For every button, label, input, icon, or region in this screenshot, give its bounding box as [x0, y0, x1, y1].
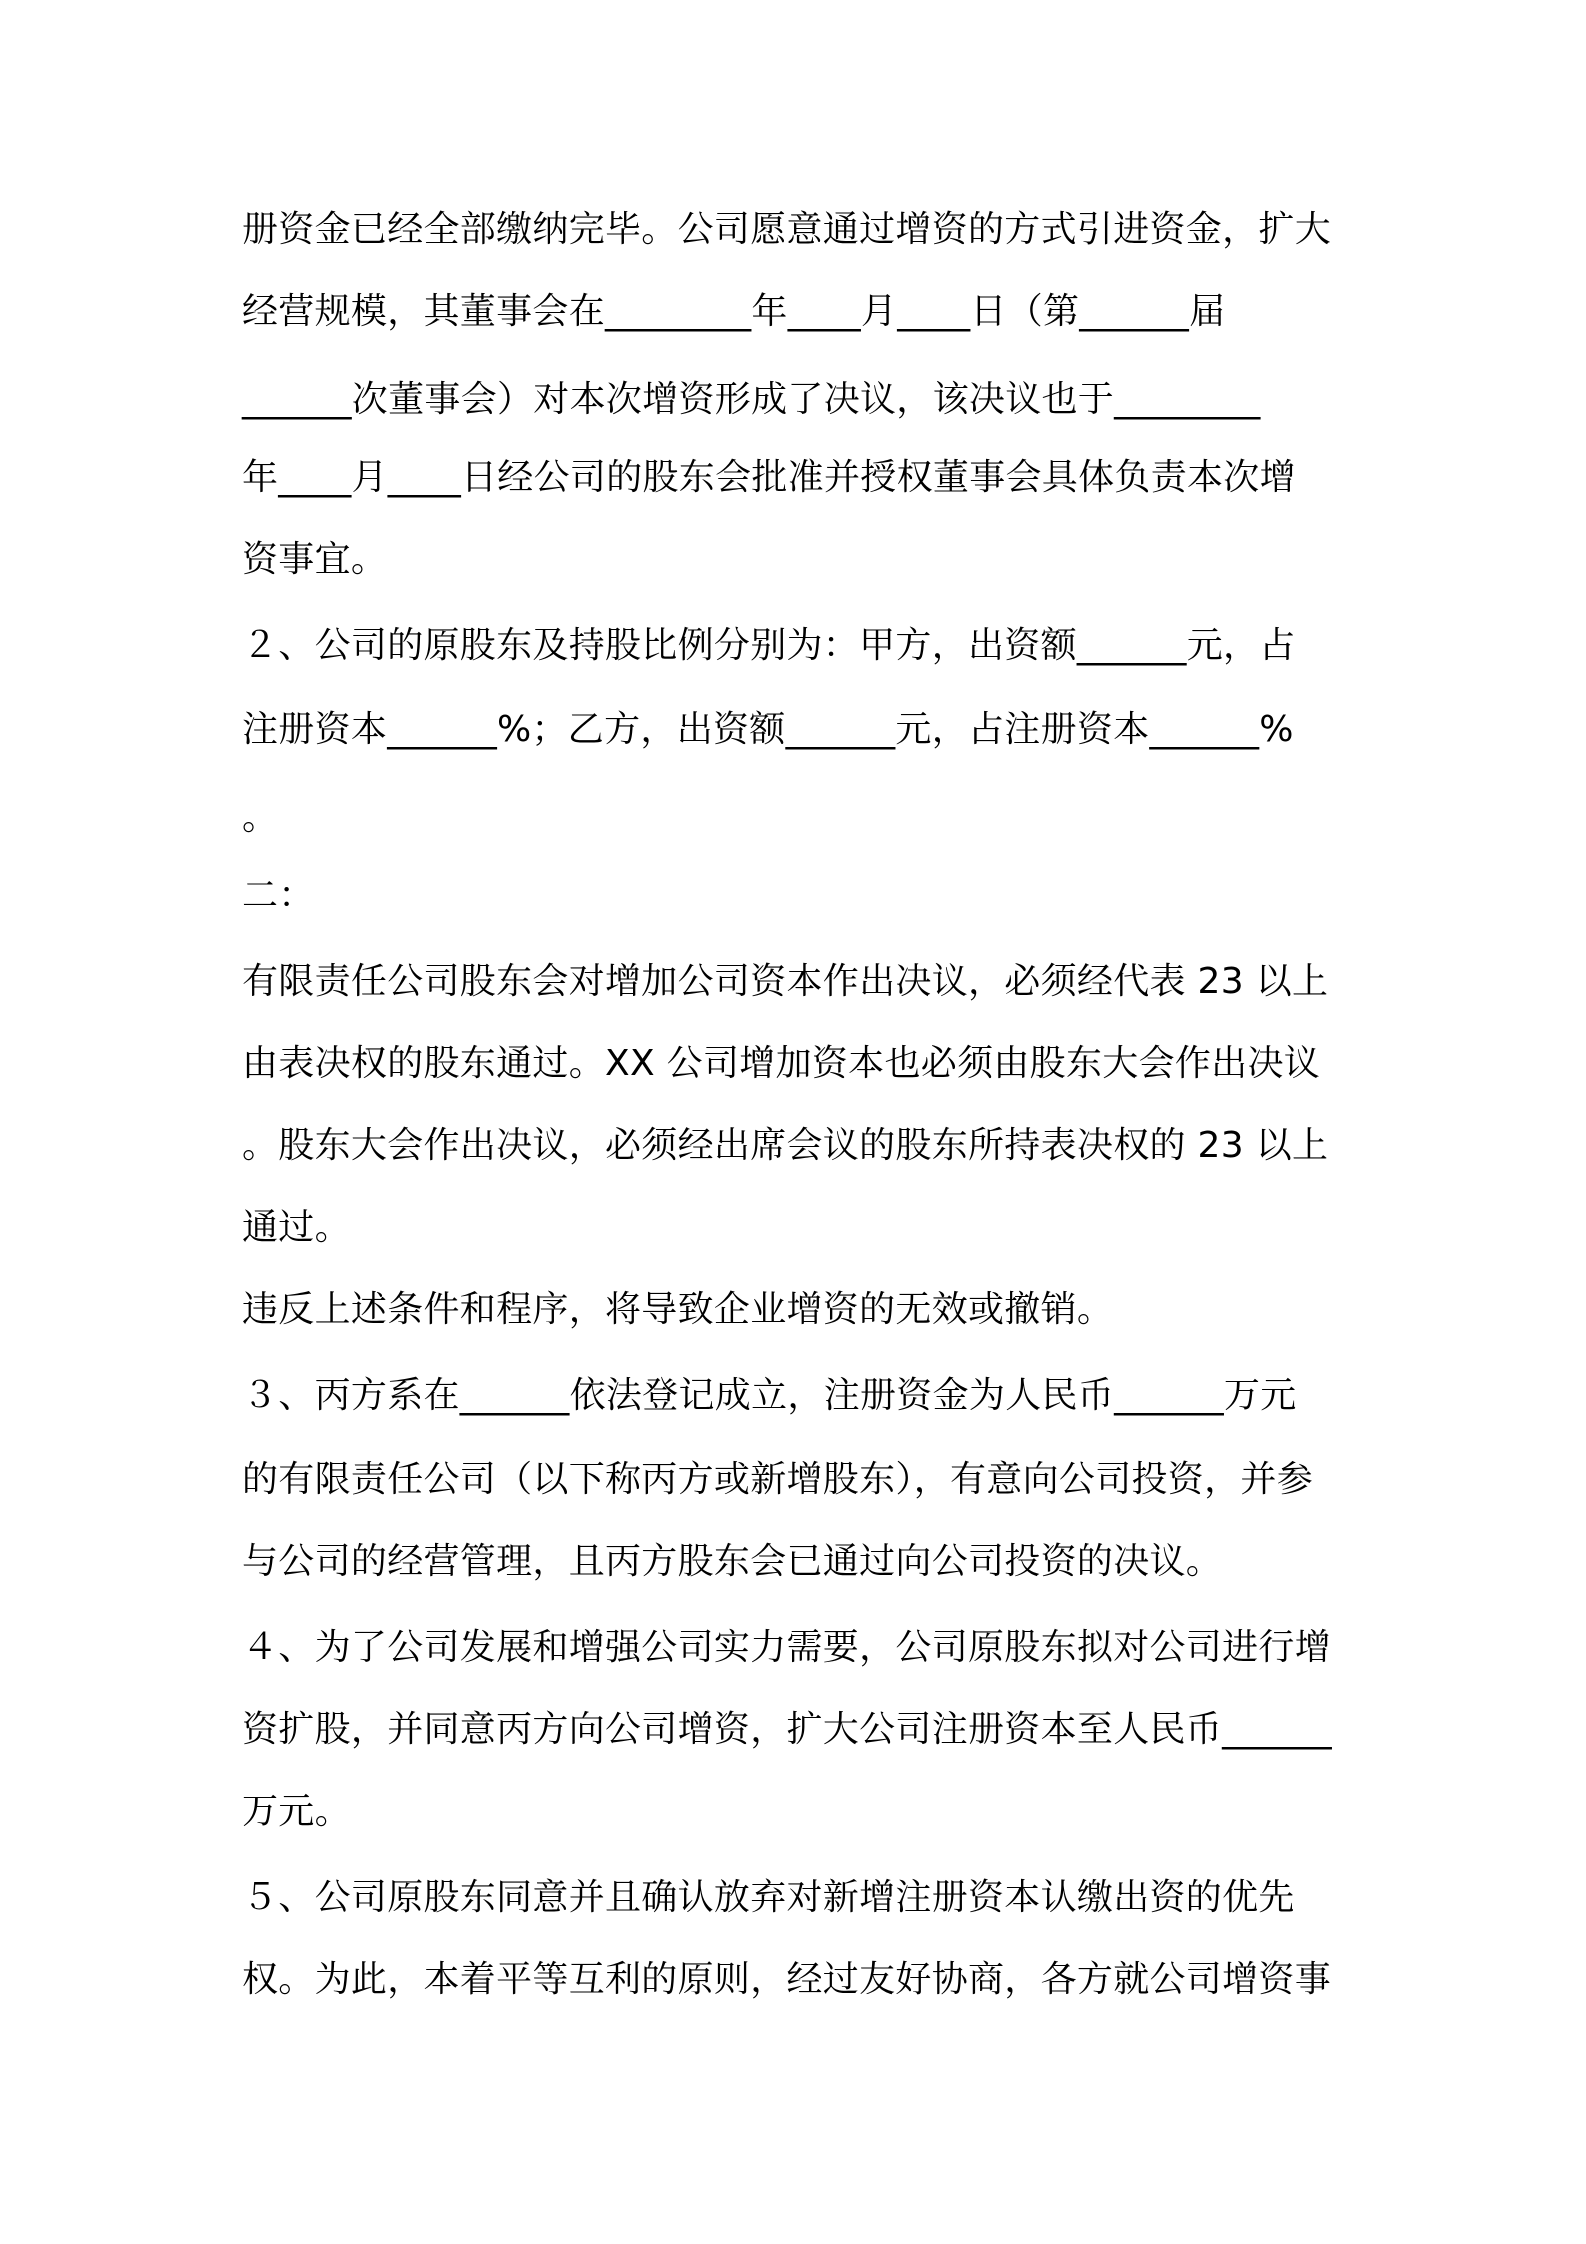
text-line: ２、公司的原股东及持股比例分别为：甲方，出资额______元，占: [242, 625, 1296, 666]
text-line: ______次董事会）对本次增资形成了决议，该决议也于________: [242, 379, 1261, 420]
text-line: 违反上述条件和程序，将导致企业增资的无效或撤销。: [242, 1289, 1114, 1330]
text-line: 的有限责任公司（以下称丙方或新增股东），有意向公司投资，并参: [242, 1459, 1314, 1500]
text-line: ３、丙方系在______依法登记成立，注册资金为人民币______万元: [242, 1375, 1297, 1416]
text-line: 通过。: [242, 1207, 351, 1248]
text-line: 由表决权的股东通过。XX 公司增加资本也必须由股东大会作出决议: [242, 1043, 1321, 1084]
text-line: 年____月____日经公司的股东会批准并授权董事会具体负责本次增: [242, 457, 1296, 498]
text-line: 有限责任公司股东会对增加公司资本作出决议，必须经代表 23 以上: [242, 961, 1329, 1002]
text-line: ４、为了公司发展和增强公司实力需要，公司原股东拟对公司进行增: [242, 1627, 1332, 1668]
text-line: 册资金已经全部缴纳完毕。公司愿意通过增资的方式引进资金，扩大: [242, 209, 1332, 250]
text-line: 资扩股，并同意丙方向公司增资，扩大公司注册资本至人民币______: [242, 1709, 1332, 1750]
section-heading: 二：: [242, 875, 315, 916]
text-line: 资事宜。: [242, 539, 388, 580]
text-line: 经营规模，其董事会在________年____月____日（第______届: [242, 291, 1226, 332]
text-line: 。股东大会作出决议，必须经出席会议的股东所持表决权的 23 以上: [242, 1125, 1329, 1166]
text-line: ５、公司原股东同意并且确认放弃对新增注册资本认缴出资的优先: [242, 1877, 1295, 1918]
text-line: 与公司的经营管理，且丙方股东会已通过向公司投资的决议。: [242, 1541, 1223, 1582]
text-line: 权。为此，本着平等互利的原则，经过友好协商，各方就公司增资事: [242, 1959, 1332, 2000]
text-line: 万元。: [242, 1791, 351, 1832]
text-line: 注册资本______%；乙方，出资额______元，占注册资本______%: [242, 709, 1294, 750]
text-line: 。: [242, 797, 279, 838]
